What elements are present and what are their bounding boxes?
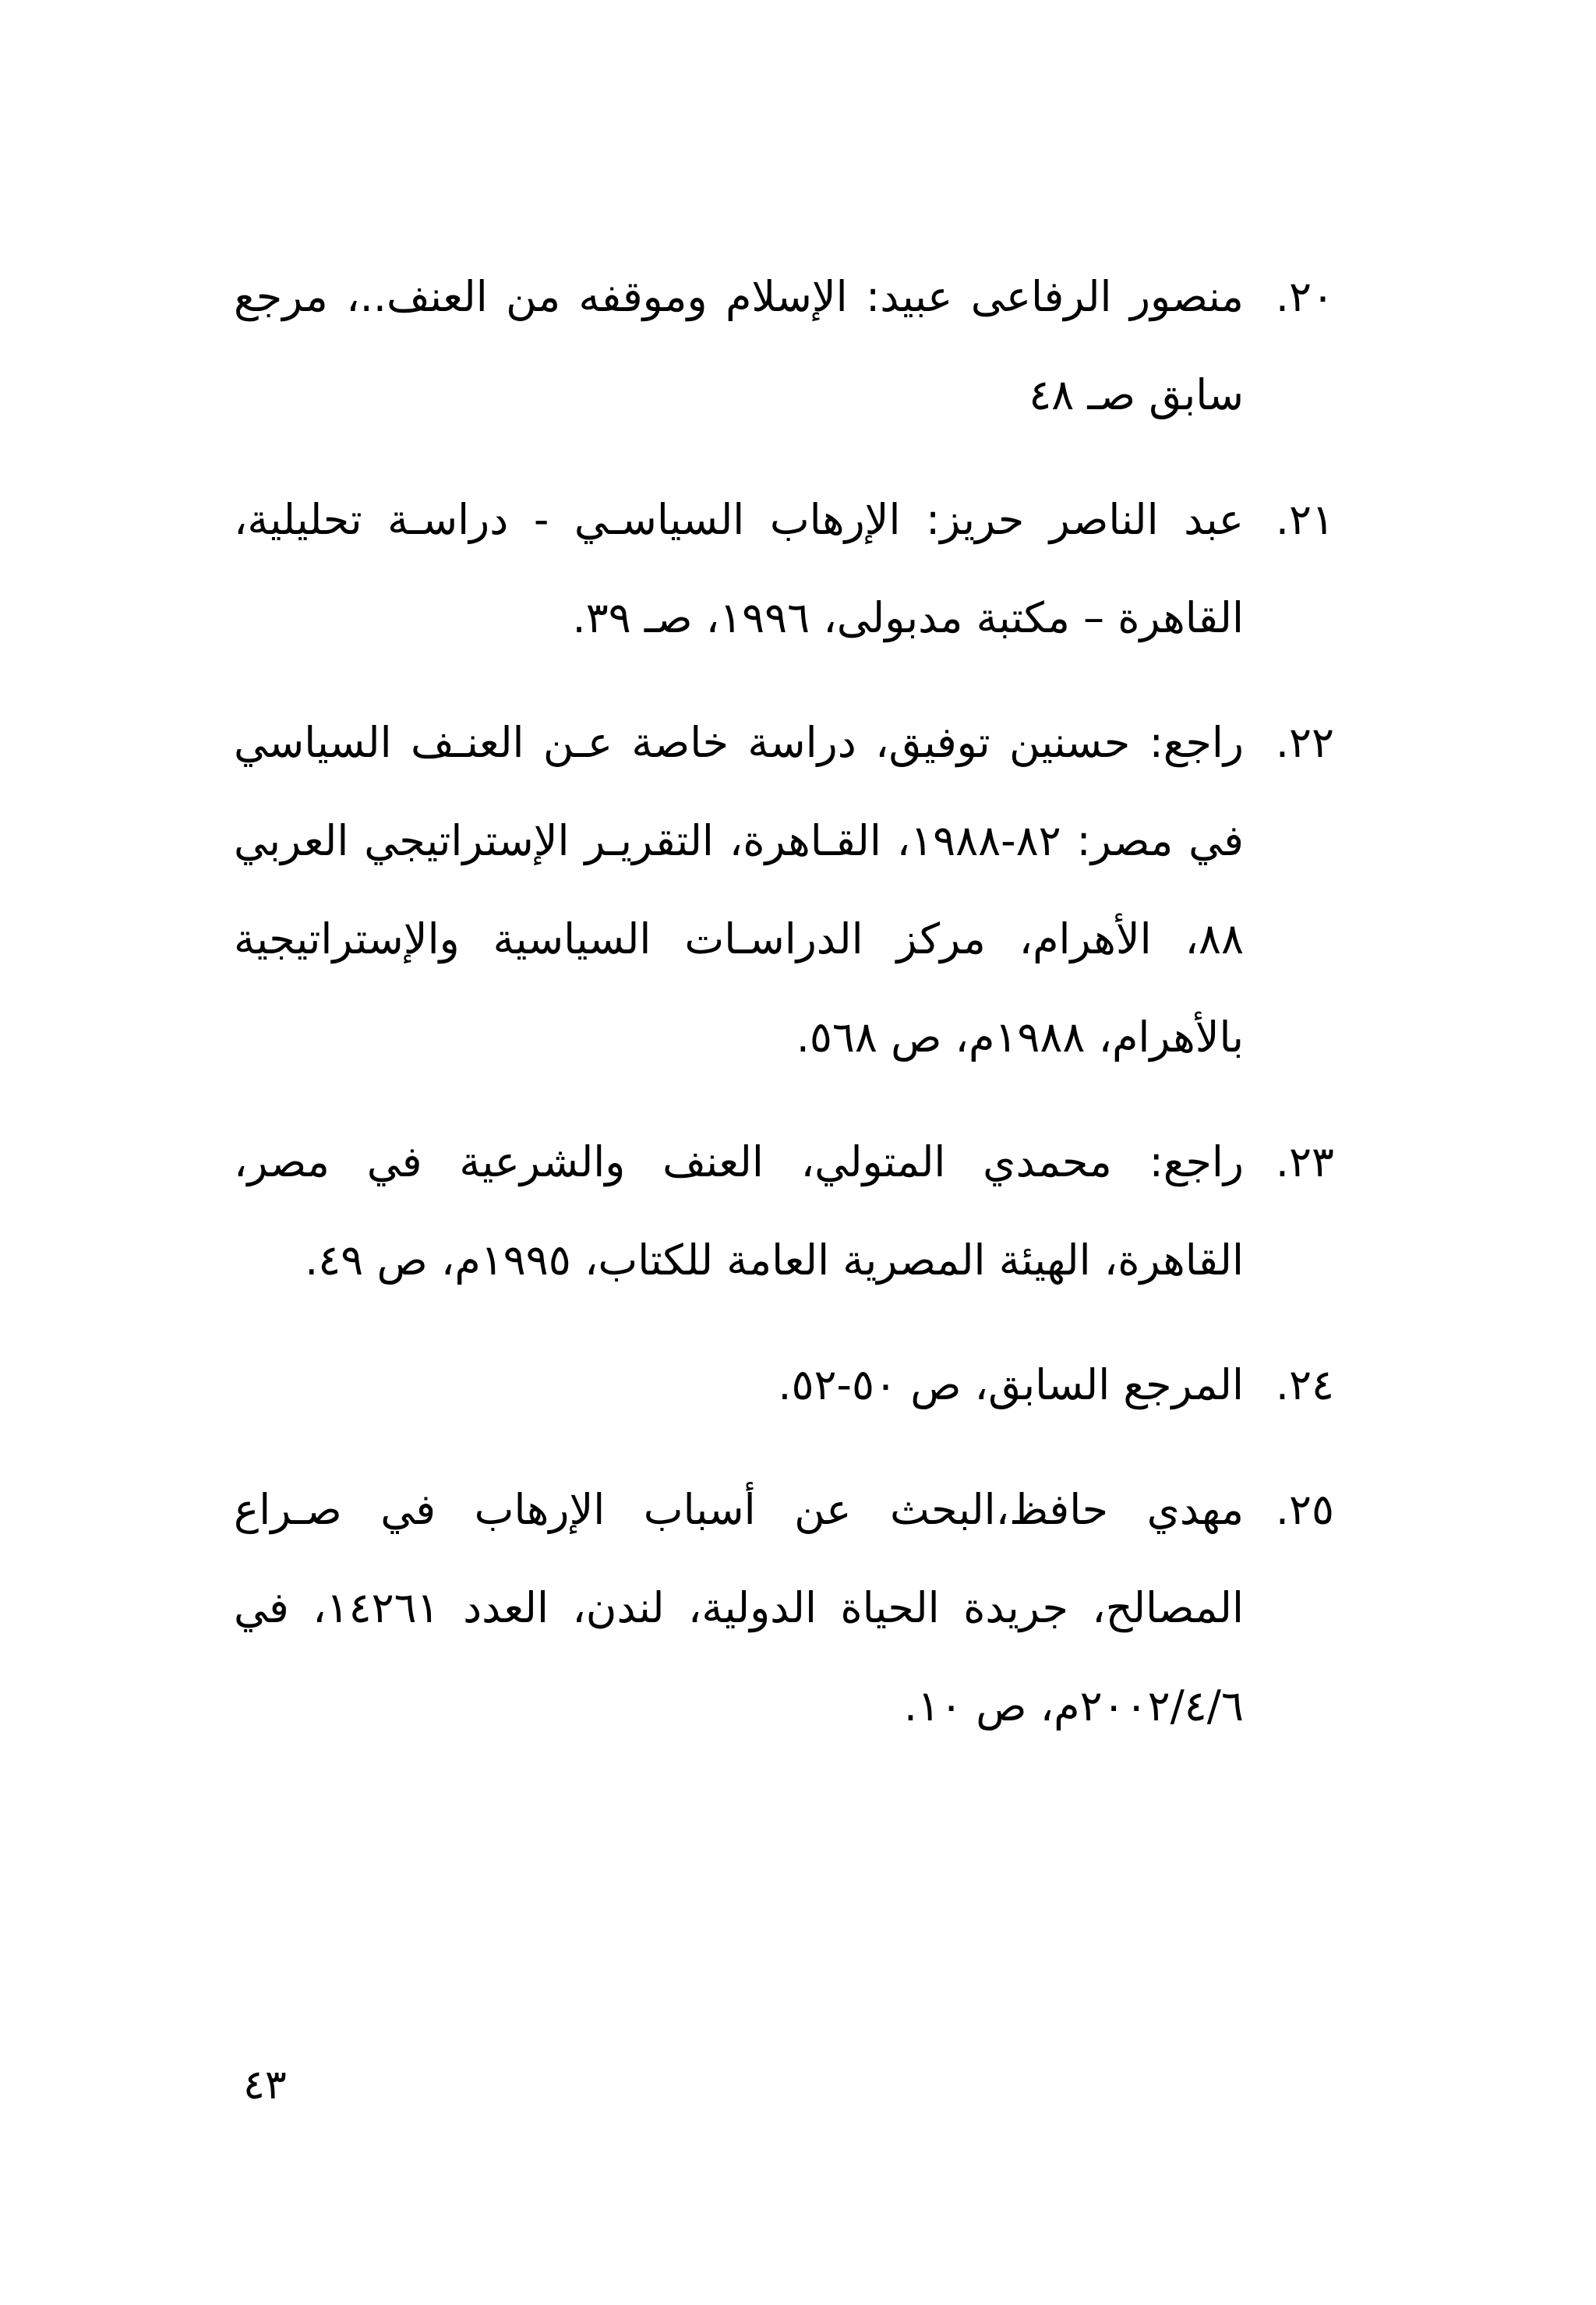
footnote-20: [234, 248, 1334, 444]
footnote-text: المرجع السابق، ص ٥٠-٥٢.: [778, 1360, 1244, 1409]
footnotes-list: [234, 248, 1334, 1782]
footnote-number: ٢٣.: [1275, 1137, 1334, 1186]
footnote-number: ٢٥.: [1275, 1485, 1334, 1534]
footnote-text: عبد الناصر حريز: الإرهاب السياسـي - دراسـة تحليلية، القاهرة – مكتبة مدبولى، ١٩٩٦، صـ ٣٩.: [234, 495, 1244, 642]
footnote-number: ٢٠.: [1275, 272, 1334, 321]
footnote-number: ٢٤.: [1275, 1360, 1334, 1409]
footnote-number: ٢١.: [1275, 495, 1334, 544]
footnote-text: مهدي حافظ،البحث عن أسباب الإرهاب في صـراع المصالح، جريدة الحياة الدولية، لندن، العدد ١٤٢٦١، في ٢٠٠٢/٤/٦م، ص ١٠.: [234, 1485, 1245, 1731]
footnote-21: [234, 471, 1334, 667]
page-number: ٤٣: [243, 2062, 287, 2109]
footnote-24: [234, 1336, 1334, 1434]
footnote-25: [234, 1461, 1334, 1755]
footnote-number: ٢٢.: [1275, 718, 1334, 767]
footnote-text: منصور الرفاعى عبيد: الإسلام وموقفه من العنف..، مرجع سابق صـ ٤٨: [234, 272, 1244, 419]
footnote-23: [234, 1113, 1334, 1310]
footnote-text: راجع: محمدي المتولي، العنف والشرعية في مصر، القاهرة، الهيئة المصرية العامة للكتاب، ١٩٩٥م، ص ٤٩.: [234, 1137, 1244, 1285]
footnote-22: [234, 694, 1334, 1087]
footnote-text: راجع: حسنين توفيق، دراسة خاصة عـن العنـف السياسي في مصر: ٨٢-١٩٨٨، القـاهرة، التقريـر الإستراتيجي العربي ٨٨، الأهرام، مركز الدراسـات السياسية والإستراتيجية بالأهرام، ١٩٨٨م، ص ٥٦٨.: [234, 718, 1244, 1062]
